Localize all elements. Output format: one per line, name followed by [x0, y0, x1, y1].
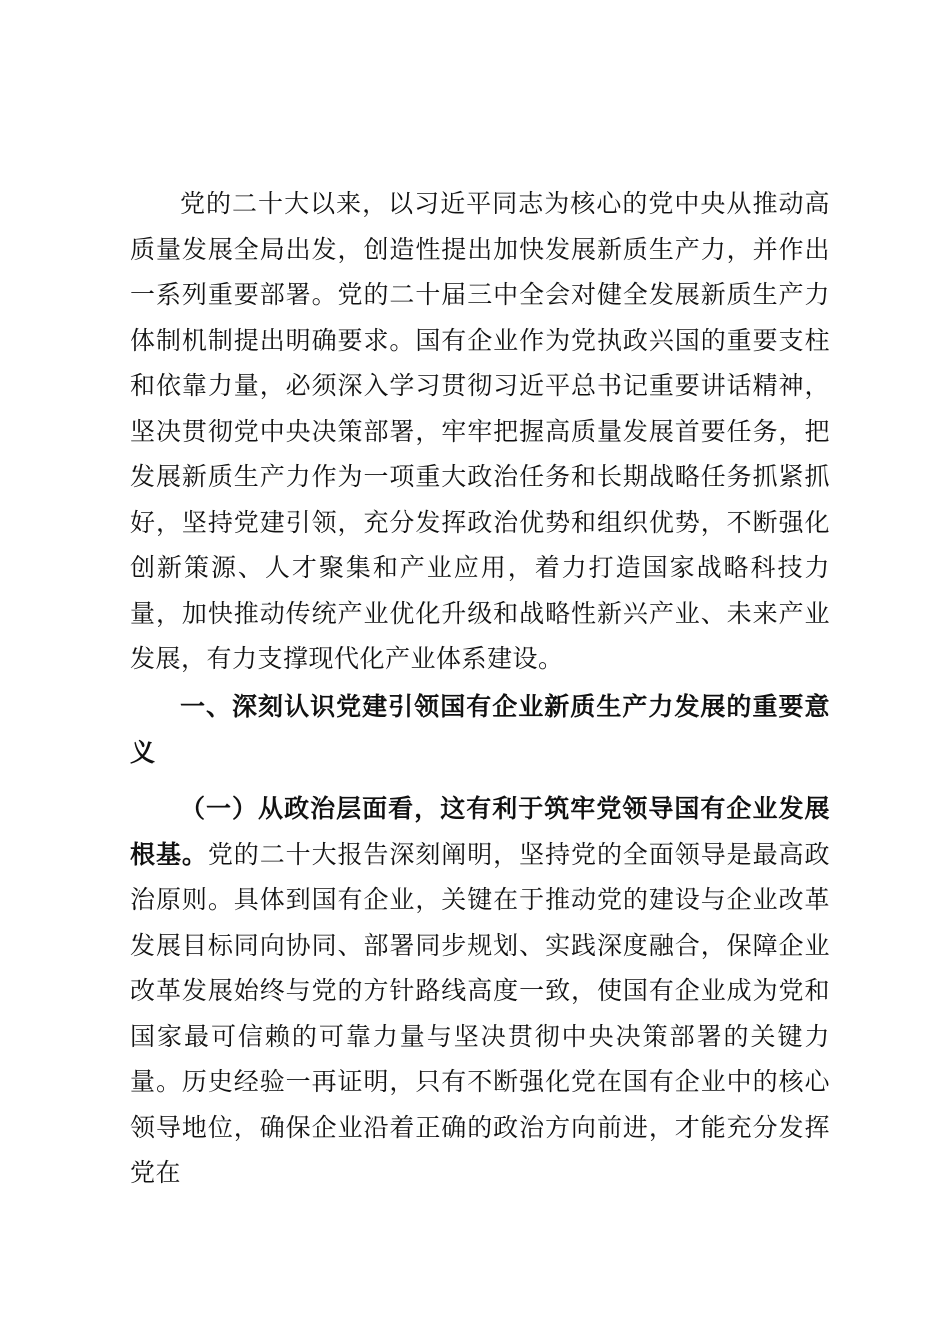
body-paragraph-section-1-1	[130, 786, 830, 1196]
body-paragraph-intro: 党的二十大以来，以习近平同志为核心的党中央从推动高质量发展全局出发，创造性提出加快发展新质生产力，并作出一系列重要部署。党的二十届三中全会对健全发展新质生产力体制机制提出明确要求。国有企业作为党执政兴国的重要支柱和依靠力量，必须深入学习贯彻习近平总书记重要讲话精神，坚决贯彻党中央决策部署，牢牢把握高质量发展首要任务，把发展新质生产力作为一项重大政治任务和长期战略任务抓紧抓好，坚持党建引领，充分发挥政治优势和组织优势，不断强化创新策源、人才聚集和产业应用，着力打造国家战略科技力量，加快推动传统产业优化升级和战略性新兴产业、未来产业发展，有力支撑现代化产业体系建设。	[130, 189, 830, 673]
subsection-body: 党的二十大报告深刻阐明，坚持党的全面领导是最高政治原则。具体到国有企业，关键在于推动党的建设与企业改革发展目标同向协同、部署同步规划、实践深度融合，保障企业改革发展始终与党的方针路线高度一致，使国有企业成为党和国家最可信赖的可靠力量与坚决贯彻中央决策部署的关键力量。历史经验一再证明，只有不断强化党在国有企业中的核心领导地位，确保企业沿着正确的政治方向前进，才能充分发挥党在	[130, 839, 830, 1187]
subsection-lead: （一）从政治层面看，这有利于筑牢党领导国有企业发展根基。	[130, 794, 830, 869]
section-heading-1: 一、深刻认识党建引领国有企业新质生产力发展的重要意义	[130, 692, 830, 767]
